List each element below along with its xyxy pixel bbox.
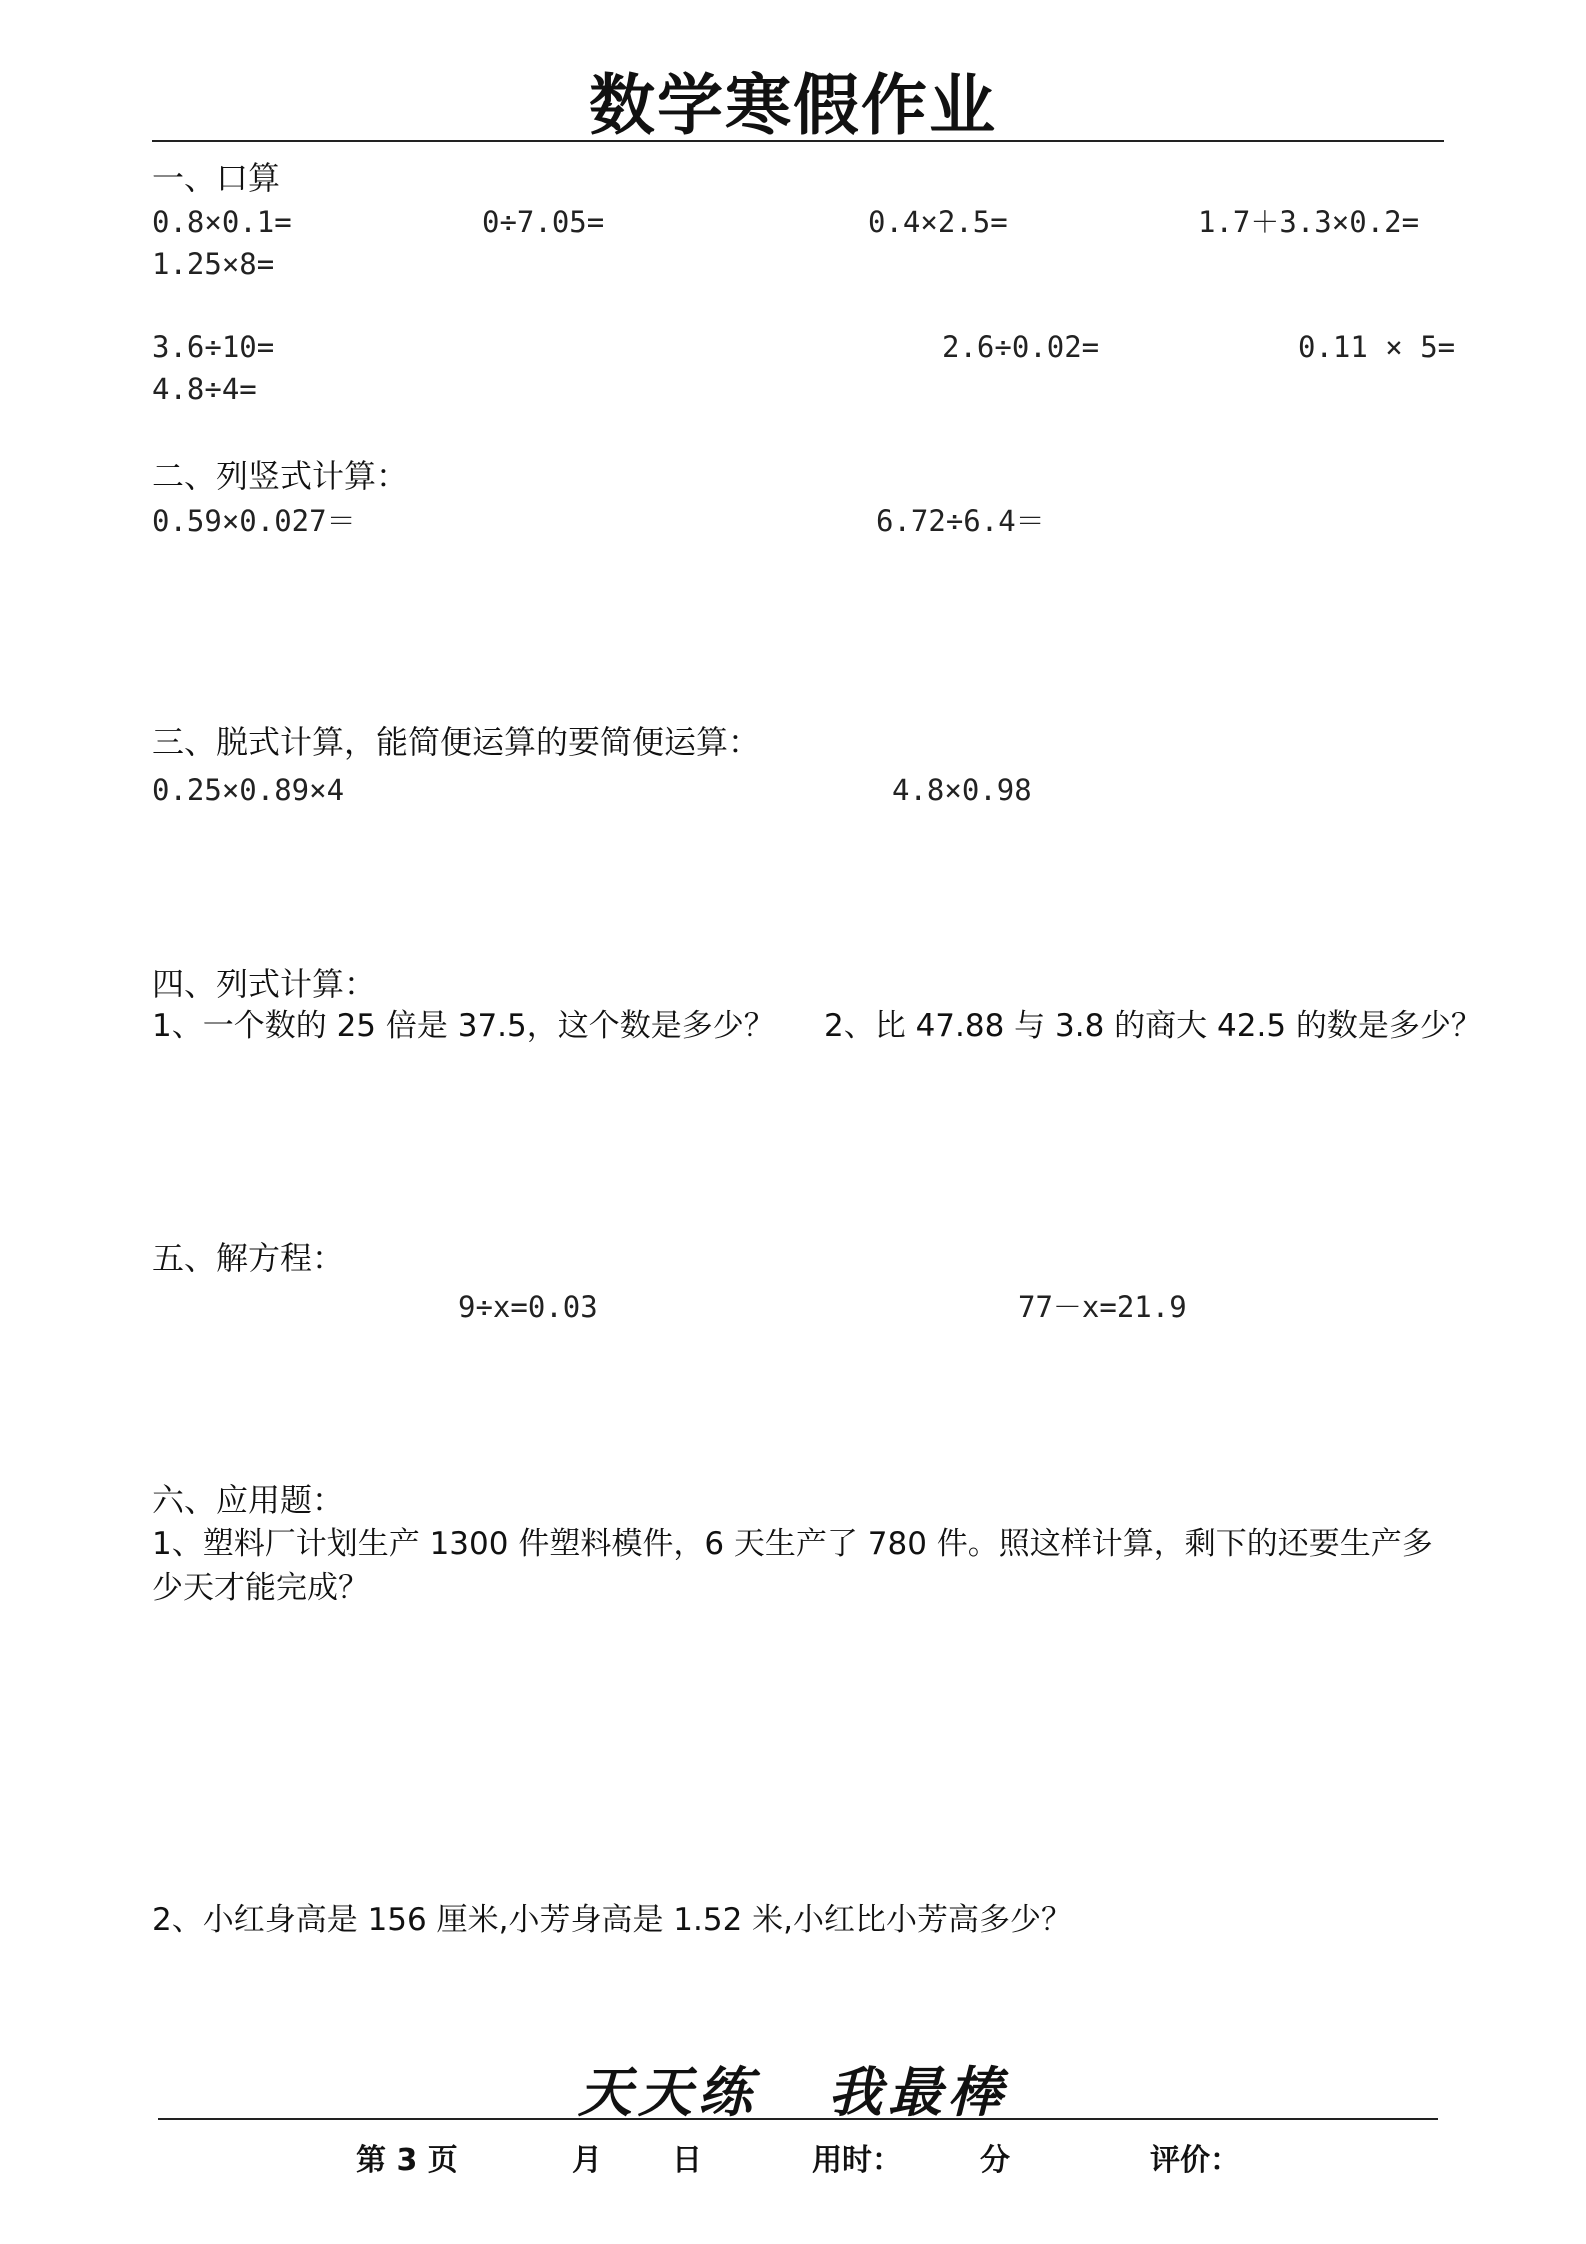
application-problem-1-line-1: 1、塑料厂计划生产 1300 件塑料模件，6 天生产了 780 件。照这样计算，剩下的还要生产多	[152, 1526, 1433, 1562]
exercise-item: 2.6÷0.02=	[942, 330, 1100, 364]
section-heading-expression-calc: 四、列式计算：	[152, 965, 377, 1003]
footer-minutes-label: 分	[980, 2143, 1010, 2178]
exercise-item: 1.25×8=	[152, 247, 275, 281]
word-problem: 1、一个数的 25 倍是 37.5，这个数是多少？	[152, 1008, 775, 1044]
title-divider	[152, 140, 1444, 142]
word-problem: 2、比 47.88 与 3.8 的商大 42.5 的数是多少？	[824, 1008, 1482, 1044]
footer-day-label: 日	[672, 2143, 702, 2178]
section-heading-equations: 五、解方程：	[152, 1239, 345, 1277]
exercise-item: 6.72÷6.4＝	[876, 504, 1045, 538]
section-heading-vertical-calc: 二、列竖式计算：	[152, 457, 409, 495]
slogan-part-2: 我最棒	[828, 2060, 1008, 2124]
footer-month-label: 月	[572, 2143, 602, 2178]
section-heading-oral-calc: 一、口算	[152, 159, 281, 197]
section-heading-applications: 六、应用题：	[152, 1481, 345, 1519]
application-problem-1-line-2: 少天才能完成？	[152, 1570, 369, 1606]
exercise-item: 0.59×0.027＝	[152, 504, 356, 538]
exercise-item: 1.7＋3.3×0.2=	[1198, 205, 1420, 239]
page-title: 数学寒假作业	[589, 67, 997, 144]
footer-time-used-label: 用时：	[812, 2143, 902, 2178]
footer-page-number: 第 3 页	[356, 2143, 458, 2178]
exercise-item: 0.8×0.1=	[152, 205, 292, 239]
exercise-item: 4.8×0.98	[892, 773, 1032, 807]
exercise-item: 0÷7.05=	[482, 205, 605, 239]
equation-item: 77－x=21.9	[1018, 1290, 1187, 1324]
application-problem-2: 2、小红身高是 156 厘米,小芳身高是 1.52 米,小红比小芳高多少？	[152, 1902, 1073, 1938]
slogan-part-1: 天天练	[578, 2060, 758, 2124]
exercise-item: 0.25×0.89×4	[152, 773, 345, 807]
exercise-item: 0.11 × 5=	[1298, 330, 1456, 364]
slogan	[0, 2050, 1586, 2127]
footer-divider	[158, 2118, 1438, 2120]
exercise-item: 0.4×2.5=	[868, 205, 1008, 239]
exercise-item: 4.8÷4=	[152, 372, 257, 406]
section-heading-step-calc: 三、脱式计算，能简便运算的要简便运算：	[152, 723, 761, 761]
equation-item: 9÷x=0.03	[458, 1290, 598, 1324]
footer-rating-label: 评价：	[1150, 2143, 1240, 2178]
exercise-item: 3.6÷10=	[152, 330, 275, 364]
